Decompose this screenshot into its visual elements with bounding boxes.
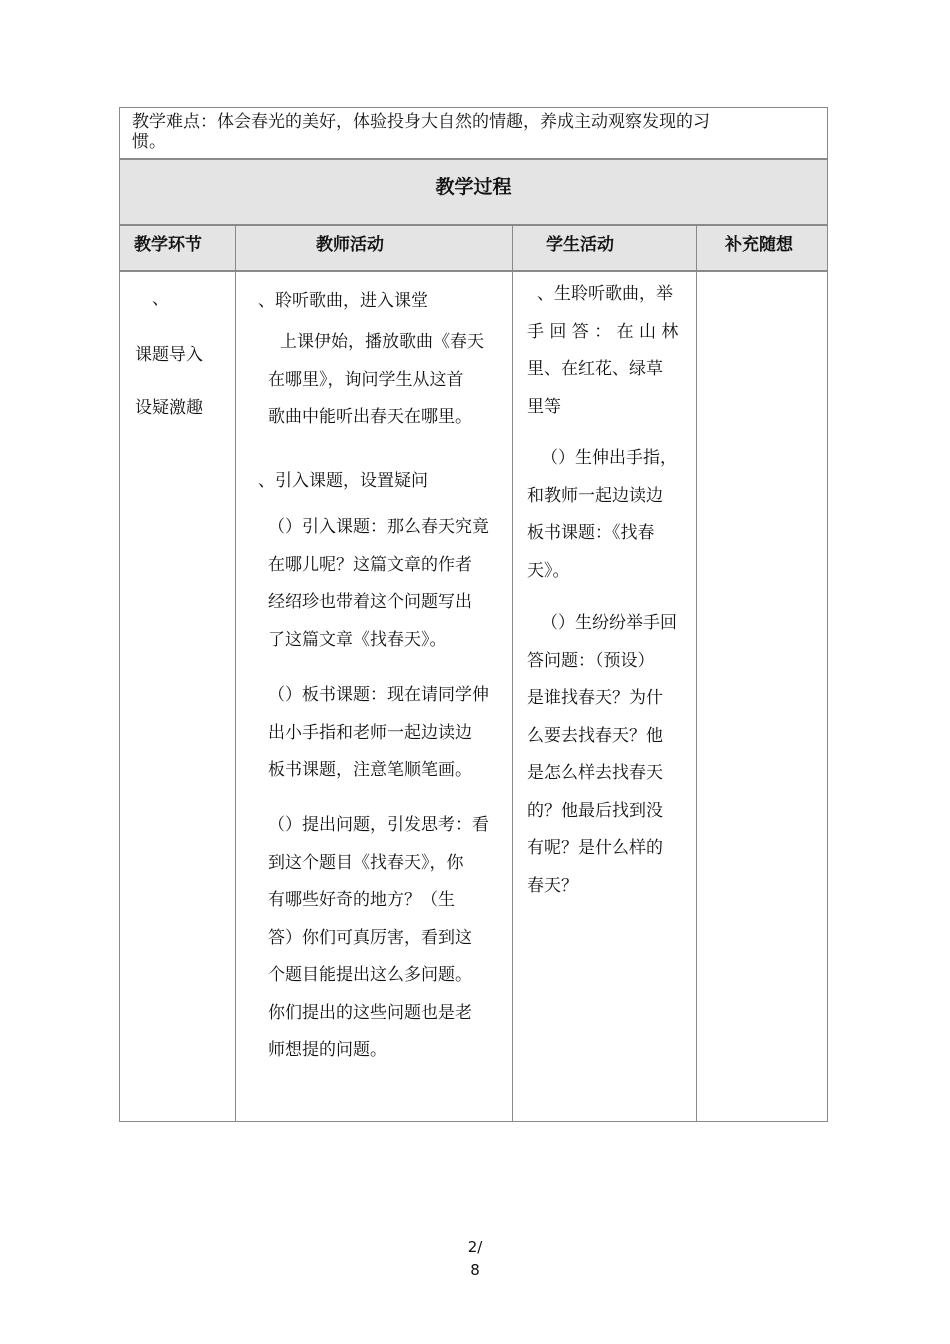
- teacher-cell: [235, 271, 513, 1122]
- student-p2: [527, 440, 677, 590]
- segment-mark: 、: [152, 289, 169, 309]
- teacher-sub2-line: 板书课题，注意笔顺笔画。: [268, 760, 472, 780]
- header-segment: 教学环节: [119, 225, 236, 271]
- student-p3-line: 是谁找春天？为什: [527, 688, 663, 708]
- segment-cell: [119, 271, 236, 1122]
- teacher-sub3-line: 答）你们可真厉害，看到这: [268, 927, 472, 948]
- teacher-sub3-line: 有哪些好奇的地方？（生: [268, 890, 455, 910]
- student-p1-line: 、生聆听歌曲，举: [537, 284, 673, 304]
- teacher-sub2-line: （）板书课题：现在请同学伸: [268, 685, 489, 705]
- teacher-step1-line: 在哪里》，询问学生从这首: [268, 369, 464, 390]
- student-p2-line: 天》。: [527, 560, 570, 581]
- teacher-sub3-line: 你们提出的这些问题也是老: [268, 1002, 472, 1023]
- difficulty-line-2: 惯。: [132, 132, 166, 152]
- segment-name-2: 设疑激趣: [135, 398, 203, 418]
- teacher-step1-body: [268, 324, 484, 437]
- teacher-step1-line: 歌曲中能听出春天在哪里。: [268, 407, 472, 427]
- teacher-step1-line: 上课伊始，播放歌曲《春天: [280, 332, 484, 352]
- segment-name-1: 课题导入: [135, 345, 203, 365]
- notes-cell: [696, 271, 828, 1122]
- teacher-sub3-line: 到这个题目《找春天》，你: [268, 852, 464, 873]
- student-p1-line: 手 回 答 ： 在 山 林: [527, 321, 679, 342]
- difficulty-row: [119, 107, 828, 159]
- header-student: 学生活动: [512, 225, 697, 271]
- header-teacher: 教师活动: [235, 225, 513, 271]
- page-number-line-2: 8: [470, 1261, 480, 1279]
- teacher-sub1-line: 经绍珍也带着这个问题写出: [268, 592, 472, 612]
- student-p3-line: 答问题：（预设）: [527, 650, 655, 671]
- teacher-sub3-line: （）提出问题，引发思考：看: [268, 815, 489, 835]
- student-cell: [512, 271, 697, 1122]
- teacher-sub3: [268, 807, 489, 1070]
- teacher-sub1-line: 了这篇文章《找春天》。: [268, 629, 447, 650]
- student-p3-line: 有呢？是什么样的: [527, 838, 663, 858]
- teacher-sub2: [268, 677, 489, 790]
- teacher-step1-title: 、聆听歌曲，进入课堂: [258, 291, 428, 311]
- student-p3-line: 春天？: [527, 875, 578, 896]
- teacher-step2-title: 、引入课题，设置疑问: [258, 471, 428, 491]
- student-p1: [527, 276, 678, 426]
- teacher-sub1-line: （）引入课题：那么春天究竟: [268, 517, 489, 537]
- teacher-sub3-line: 个题目能提出这么多问题。: [268, 965, 472, 985]
- student-p1-line: 里、在红花、绿草: [527, 359, 663, 379]
- page-number-line-1: 2/: [467, 1238, 483, 1256]
- difficulty-line-1: 教学难点：体会春光的美好，体验投身大自然的情趣，养成主动观察发现的习: [132, 112, 710, 132]
- student-p3-line: 的？他最后找到没: [527, 800, 663, 821]
- student-p1-line: 里等: [527, 396, 561, 417]
- student-p3: [527, 605, 677, 905]
- section-title: 教学过程: [119, 159, 828, 225]
- teacher-sub2-line: 出小手指和老师一起边读边: [268, 722, 472, 743]
- student-p2-line: 和教师一起边读边: [527, 485, 663, 506]
- student-p2-line: 板书课题：《找春: [527, 523, 655, 543]
- student-p3-line: 么要去找春天？他: [527, 725, 663, 746]
- header-notes: 补充随想: [696, 225, 828, 271]
- teacher-sub3-line: 师想提的问题。: [268, 1040, 387, 1060]
- student-p2-line: （）生伸出手指，: [541, 448, 677, 468]
- student-p3-line: （）生纷纷举手回: [541, 613, 677, 633]
- teacher-sub1: [268, 509, 489, 659]
- teacher-sub1-line: 在哪儿呢？这篇文章的作者: [268, 554, 472, 575]
- student-p3-line: 是怎么样去找春天: [527, 763, 663, 783]
